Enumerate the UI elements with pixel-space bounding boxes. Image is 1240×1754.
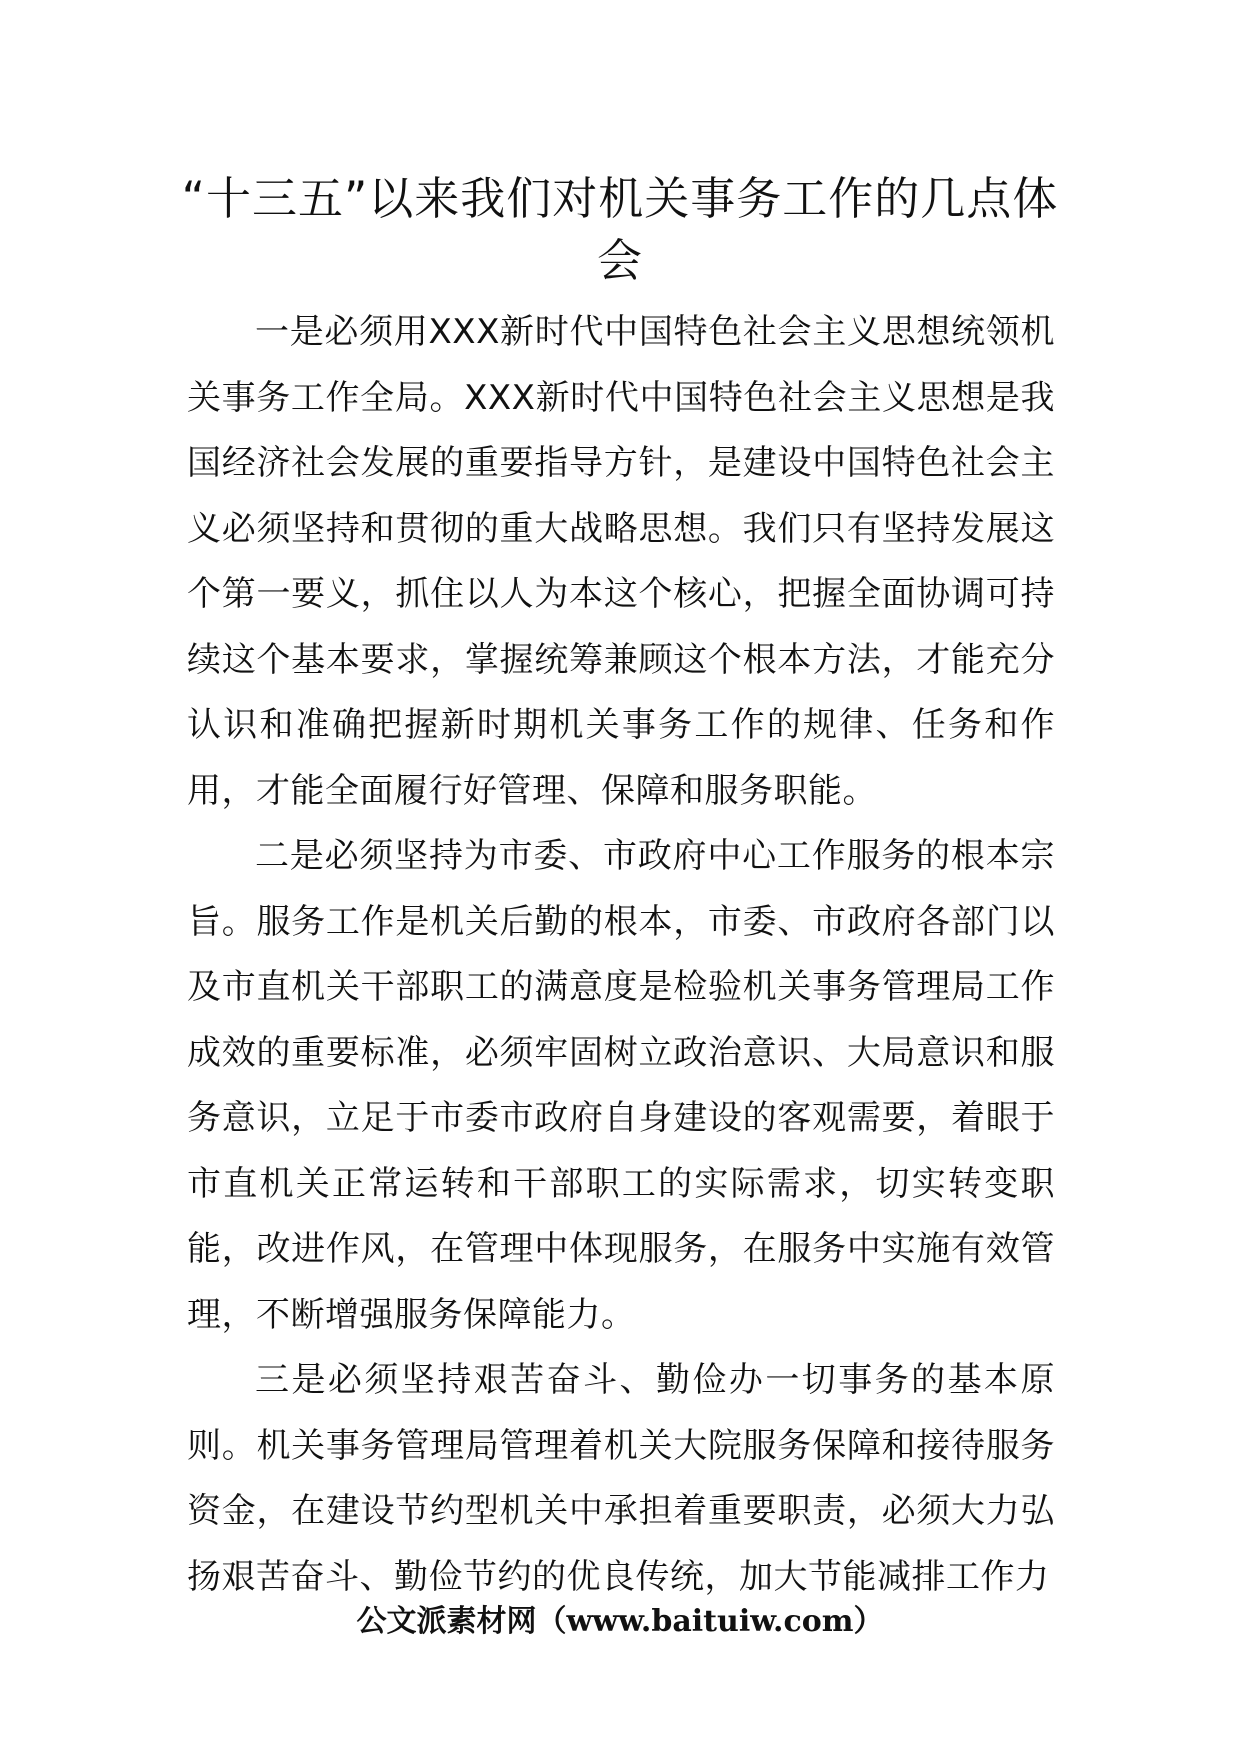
paragraph-2: 二是必须坚持为市委、市政府中心工作服务的根本宗旨。服务工作是机关后勤的根本，市委、市政府各部门以及市直机关干部职工的满意度是检验机关事务管理局工作成效的重要标准，必须牢固树立政治意识、大局意识和服务意识，立足于市委市政府自身建设的客观需要，着眼于市直机关正常运转和干部职工的实际需求，切实转变职能，改进作风，在管理中体现服务，在服务中实施有效管理，不断增强服务保障能力。 <box>187 836 1055 1335</box>
paragraph-3: 三是必须坚持艰苦奋斗、勤俭办一切事务的基本原则。机关事务管理局管理着机关大院服务保障和接待服务资金，在建设节约型机关中承担着重要职责，必须大力弘扬艰苦奋斗、勤俭节约的优良传统，加大节能减排工作力 <box>187 1360 1055 1597</box>
document-title: “十三五”以来我们对机关事务工作的几点体会 <box>181 172 1059 287</box>
paragraph-1: 一是必须用XXX新时代中国特色社会主义思想统领机关事务工作全局。XXX新时代中国特色社会主义思想是我国经济社会发展的重要指导方针，是建设中国特色社会主义必须坚持和贯彻的重大战略思想。我们只有坚持发展这个第一要义，抓住以人为本这个核心，把握全面协调可持续这个基本要求，掌握统筹兼顾这个根本方法，才能充分认识和准确把握新时期机关事务工作的规律、任务和作用，才能全面履行好管理、保障和服务职能。 <box>187 312 1055 811</box>
document-body <box>187 300 1055 1610</box>
footer-watermark: 公文派素材网（www.baituiw.com） <box>356 1604 884 1639</box>
